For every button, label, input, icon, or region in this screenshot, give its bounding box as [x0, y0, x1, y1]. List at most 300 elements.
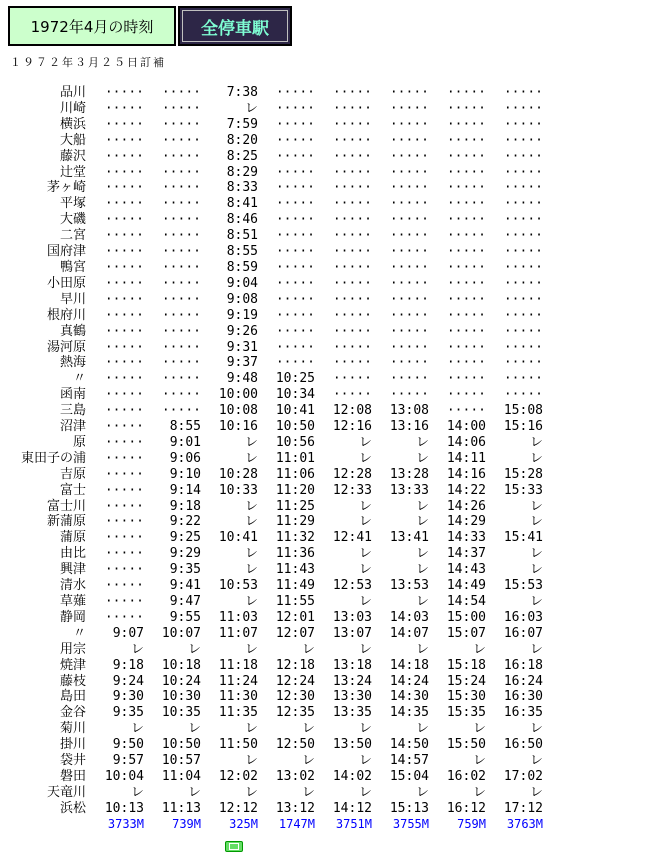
station-name: 草薙 — [59, 594, 86, 609]
train-number[interactable]: 325M — [229, 816, 258, 831]
timetable-title — [8, 6, 176, 46]
time-cell: ····· — [161, 212, 201, 228]
time-cell: 16:30 — [503, 689, 543, 705]
time-cell: ····· — [161, 164, 201, 180]
time-cell: ····· — [446, 403, 486, 419]
table-row — [0, 228, 544, 244]
time-cell: ····· — [275, 244, 315, 260]
station-name: 富士川 — [46, 498, 86, 514]
time-cell: ····· — [275, 85, 315, 100]
time-cell: 14:12 — [332, 800, 372, 816]
train-number[interactable]: 3733M — [107, 816, 144, 831]
table-row — [0, 594, 544, 610]
time-cell: 9:57 — [112, 753, 144, 769]
time-cell: ····· — [104, 148, 144, 164]
time-cell: ····· — [503, 259, 543, 275]
time-cell: 14:57 — [389, 753, 429, 769]
time-cell: ····· — [389, 244, 429, 260]
station-name: 平塚 — [59, 196, 86, 212]
time-cell: ····· — [161, 387, 201, 403]
timetable — [0, 85, 544, 833]
time-cell: ····· — [104, 355, 144, 371]
time-cell: ····· — [389, 371, 429, 387]
time-cell: ····· — [104, 578, 144, 594]
time-cell: ····· — [104, 434, 144, 450]
station-name: 茅ヶ崎 — [46, 180, 86, 196]
time-cell: 13:12 — [275, 800, 315, 816]
time-cell: レ — [358, 784, 372, 800]
table-row — [0, 562, 544, 578]
time-cell: レ — [301, 641, 315, 657]
time-cell: ····· — [104, 180, 144, 196]
table-row — [0, 101, 544, 117]
time-cell: ····· — [446, 291, 486, 307]
time-cell: 11:49 — [275, 578, 315, 594]
time-cell: ····· — [446, 212, 486, 228]
time-cell: 10:08 — [218, 403, 258, 419]
time-cell: ····· — [104, 562, 144, 578]
time-cell: 9:07 — [112, 625, 144, 641]
time-cell: レ — [187, 641, 201, 657]
station-name: 由比 — [59, 546, 86, 562]
time-cell: 10:53 — [218, 578, 258, 594]
time-cell: 11:36 — [275, 546, 315, 562]
time-cell: 12:35 — [275, 705, 315, 721]
station-name: 吉原 — [59, 466, 86, 482]
time-cell: 14:33 — [446, 530, 486, 546]
time-cell: 17:02 — [503, 768, 543, 784]
time-cell: ····· — [332, 228, 372, 244]
time-cell: 15:04 — [389, 768, 429, 784]
time-cell: 12:50 — [275, 737, 315, 753]
time-cell: 11:35 — [218, 705, 258, 721]
time-cell: ····· — [503, 85, 543, 100]
time-cell: ····· — [104, 196, 144, 212]
time-cell: レ — [529, 434, 543, 450]
time-cell: 11:55 — [275, 594, 315, 609]
time-cell: ····· — [104, 212, 144, 228]
station-name: 藤沢 — [59, 148, 86, 164]
time-cell: レ — [529, 514, 543, 530]
time-cell: レ — [472, 641, 486, 657]
time-cell: 9:18 — [169, 498, 201, 514]
time-cell: ····· — [161, 180, 201, 196]
time-cell: 14:30 — [389, 689, 429, 705]
time-cell: 11:29 — [275, 514, 315, 530]
time-cell: ····· — [503, 275, 543, 291]
time-cell: ····· — [503, 307, 543, 323]
time-cell: 13:50 — [332, 737, 372, 753]
time-cell: 8:29 — [226, 164, 258, 180]
table-row — [0, 721, 544, 737]
time-cell: レ — [472, 753, 486, 769]
time-cell: レ — [415, 434, 429, 450]
time-cell: 9:41 — [169, 578, 201, 594]
time-cell: 13:41 — [389, 530, 429, 546]
station-name: 沼津 — [59, 419, 86, 435]
time-cell: 9:08 — [226, 291, 258, 307]
time-cell: レ — [244, 434, 258, 450]
time-cell: 10:57 — [161, 753, 201, 769]
station-name: 熱海 — [59, 355, 86, 371]
time-cell: ····· — [104, 164, 144, 180]
table-row — [0, 196, 544, 212]
station-name: 〃 — [72, 625, 86, 641]
time-cell: 15:07 — [446, 625, 486, 641]
time-cell: 10:56 — [275, 434, 315, 450]
station-name: 〃 — [72, 371, 86, 387]
time-cell: 14:29 — [446, 514, 486, 530]
time-cell: ····· — [161, 371, 201, 387]
time-cell: ····· — [104, 419, 144, 435]
time-cell: 10:35 — [161, 705, 201, 721]
time-cell: 9:35 — [112, 705, 144, 721]
station-name: 新蒲原 — [46, 514, 86, 530]
time-cell: レ — [415, 546, 429, 562]
time-cell: レ — [244, 784, 258, 800]
time-cell: ····· — [161, 323, 201, 339]
time-cell: ····· — [161, 116, 201, 132]
station-name: 金谷 — [59, 705, 86, 721]
time-cell: 12:02 — [218, 768, 258, 784]
time-cell: ····· — [332, 355, 372, 371]
table-row — [0, 292, 544, 308]
time-cell: ····· — [161, 85, 201, 100]
time-cell: ····· — [104, 371, 144, 387]
time-cell: ····· — [446, 323, 486, 339]
time-cell: ····· — [275, 275, 315, 291]
time-cell: ····· — [275, 307, 315, 323]
time-cell: レ — [130, 784, 144, 800]
time-cell: 12:08 — [332, 403, 372, 419]
time-cell: ····· — [332, 196, 372, 212]
time-cell: ····· — [275, 148, 315, 164]
time-cell: 13:35 — [332, 705, 372, 721]
time-cell: レ — [187, 784, 201, 800]
station-name: 蒲原 — [59, 530, 86, 546]
time-cell: 13:53 — [389, 578, 429, 594]
timetable-title-label: 1972年4月の時刻 — [30, 17, 154, 36]
time-cell: ····· — [332, 116, 372, 132]
time-cell: ····· — [446, 180, 486, 196]
time-cell: ····· — [503, 180, 543, 196]
time-cell: ····· — [503, 148, 543, 164]
table-row — [0, 387, 544, 403]
time-cell: 14:37 — [446, 546, 486, 562]
time-cell: ····· — [389, 259, 429, 275]
time-cell: 14:18 — [389, 657, 429, 673]
time-cell: 16:03 — [503, 609, 543, 625]
table-row — [0, 85, 544, 101]
time-cell: ····· — [161, 196, 201, 212]
table-row — [0, 324, 544, 340]
time-cell: 16:18 — [503, 657, 543, 673]
table-row — [0, 371, 544, 387]
time-cell: ····· — [503, 387, 543, 403]
time-cell: レ — [244, 450, 258, 466]
time-cell: 10:50 — [275, 419, 315, 435]
time-cell: レ — [415, 514, 429, 530]
time-cell: レ — [358, 562, 372, 578]
table-row — [0, 165, 544, 181]
green-car-icon — [225, 841, 243, 852]
time-cell: 12:28 — [332, 466, 372, 482]
time-cell: ····· — [389, 339, 429, 355]
time-cell: 13:07 — [332, 625, 372, 641]
time-cell: 12:12 — [218, 800, 258, 816]
time-cell: 14:00 — [446, 419, 486, 435]
time-cell: 13:28 — [389, 466, 429, 482]
time-cell: 15:13 — [389, 800, 429, 816]
table-row — [0, 753, 544, 769]
time-cell: 12:53 — [332, 578, 372, 594]
time-cell: レ — [301, 721, 315, 737]
time-cell: レ — [529, 546, 543, 562]
time-cell: 15:24 — [446, 673, 486, 689]
time-cell: 11:06 — [275, 466, 315, 482]
station-name: 根府川 — [46, 307, 86, 323]
time-cell: 14:49 — [446, 578, 486, 594]
time-cell: ····· — [161, 355, 201, 371]
station-name: 用宗 — [59, 641, 86, 657]
time-cell: 9:35 — [169, 562, 201, 578]
time-cell: 10:18 — [161, 657, 201, 673]
time-cell: ····· — [332, 323, 372, 339]
train-number-spacer — [0, 817, 86, 833]
station-name: 静岡 — [59, 609, 86, 625]
time-cell: 11:07 — [218, 625, 258, 641]
time-cell: ····· — [446, 100, 486, 116]
time-cell: 14:54 — [446, 594, 486, 609]
time-cell: ····· — [389, 323, 429, 339]
table-row — [0, 212, 544, 228]
train-number[interactable]: 3763M — [506, 816, 543, 831]
time-cell: レ — [472, 784, 486, 800]
time-cell: 8:25 — [226, 148, 258, 164]
time-cell: レ — [358, 498, 372, 514]
time-cell: 12:24 — [275, 673, 315, 689]
time-cell: ····· — [332, 275, 372, 291]
time-cell: 10:30 — [161, 689, 201, 705]
stop-type-label: 全停車駅 — [201, 18, 269, 39]
time-cell: ····· — [332, 339, 372, 355]
time-cell: 11:30 — [218, 689, 258, 705]
time-cell: 11:43 — [275, 562, 315, 578]
station-name: 函南 — [59, 387, 86, 403]
time-cell: ····· — [161, 259, 201, 275]
time-cell: 14:26 — [446, 498, 486, 514]
time-cell: 9:06 — [169, 450, 201, 466]
time-cell: ····· — [104, 546, 144, 562]
time-cell: 13:30 — [332, 689, 372, 705]
time-cell: ····· — [446, 116, 486, 132]
time-cell: ····· — [332, 307, 372, 323]
time-cell: レ — [244, 562, 258, 578]
table-row — [0, 260, 544, 276]
time-cell: ····· — [275, 259, 315, 275]
time-cell: 15:53 — [503, 578, 543, 594]
time-cell: ····· — [446, 132, 486, 148]
time-cell: ····· — [389, 275, 429, 291]
time-cell: 10:13 — [104, 800, 144, 816]
time-cell: 9:31 — [226, 339, 258, 355]
time-cell: レ — [301, 784, 315, 800]
time-cell: ····· — [446, 164, 486, 180]
time-cell: ····· — [389, 196, 429, 212]
time-cell: レ — [244, 721, 258, 737]
time-cell: 13:02 — [275, 768, 315, 784]
time-cell: 9:25 — [169, 530, 201, 546]
time-cell: 9:48 — [226, 371, 258, 387]
time-cell: ····· — [161, 307, 201, 323]
stop-type-tab[interactable] — [178, 6, 292, 46]
time-cell: ····· — [104, 466, 144, 482]
time-cell: ····· — [161, 132, 201, 148]
station-name: 二宮 — [59, 228, 86, 244]
time-cell: 14:35 — [389, 705, 429, 721]
time-cell: ····· — [446, 85, 486, 100]
train-number-row — [0, 817, 544, 833]
table-row — [0, 530, 544, 546]
station-name: 袋井 — [59, 753, 86, 769]
time-cell: レ — [358, 450, 372, 466]
time-cell: ····· — [503, 228, 543, 244]
time-cell: 15:50 — [446, 737, 486, 753]
time-cell: 14:11 — [446, 450, 486, 466]
time-cell: レ — [244, 594, 258, 609]
time-cell: ····· — [503, 100, 543, 116]
time-cell: レ — [244, 100, 258, 116]
table-row — [0, 674, 544, 690]
time-cell: レ — [358, 434, 372, 450]
time-cell: 14:22 — [446, 482, 486, 498]
time-cell: 8:55 — [169, 419, 201, 435]
revision-date: １９７２年３月２５日訂補 — [10, 56, 166, 69]
time-cell: レ — [415, 562, 429, 578]
time-cell: 14:03 — [389, 609, 429, 625]
time-cell: レ — [187, 721, 201, 737]
table-row — [0, 467, 544, 483]
station-name: 川崎 — [59, 100, 86, 116]
time-cell: ····· — [446, 196, 486, 212]
time-cell: レ — [529, 721, 543, 737]
station-name: 辻堂 — [59, 164, 86, 180]
time-cell: 16:02 — [446, 768, 486, 784]
train-number[interactable]: 759M — [457, 816, 486, 831]
time-cell: レ — [130, 641, 144, 657]
time-cell: レ — [244, 546, 258, 562]
table-row — [0, 244, 544, 260]
time-cell: ····· — [104, 403, 144, 419]
time-cell: 16:12 — [446, 800, 486, 816]
time-cell: 9:22 — [169, 514, 201, 530]
time-cell: 9:19 — [226, 307, 258, 323]
time-cell: 7:59 — [226, 116, 258, 132]
train-number[interactable]: 3755M — [392, 816, 429, 831]
time-cell: ····· — [161, 228, 201, 244]
time-cell: ····· — [389, 291, 429, 307]
table-row — [0, 610, 544, 626]
time-cell: ····· — [446, 228, 486, 244]
time-cell: レ — [529, 784, 543, 800]
time-cell: ····· — [104, 116, 144, 132]
train-number[interactable]: 739M — [172, 816, 201, 831]
station-name: 清水 — [59, 578, 86, 594]
time-cell: ····· — [161, 291, 201, 307]
time-cell: 12:07 — [275, 625, 315, 641]
station-name: 焼津 — [59, 657, 86, 673]
station-name: 島田 — [59, 689, 86, 705]
time-cell: 10:16 — [218, 419, 258, 435]
time-cell: ····· — [503, 371, 543, 387]
time-cell: レ — [529, 753, 543, 769]
time-cell: ····· — [503, 116, 543, 132]
time-cell: 14:50 — [389, 737, 429, 753]
time-cell: 15:30 — [446, 689, 486, 705]
time-cell: 9:55 — [169, 609, 201, 625]
time-cell: ····· — [389, 212, 429, 228]
time-cell: ····· — [104, 514, 144, 530]
time-cell: レ — [472, 721, 486, 737]
time-cell: ····· — [503, 164, 543, 180]
time-cell: レ — [529, 641, 543, 657]
table-row — [0, 689, 544, 705]
time-cell: 10:41 — [275, 403, 315, 419]
time-cell: 10:34 — [275, 387, 315, 403]
table-row — [0, 403, 544, 419]
time-cell: 12:33 — [332, 482, 372, 498]
time-cell: ····· — [332, 387, 372, 403]
train-number[interactable]: 1747M — [278, 816, 315, 831]
station-name: 天竜川 — [46, 784, 86, 800]
time-cell: 9:24 — [112, 673, 144, 689]
time-cell: 11:18 — [218, 657, 258, 673]
table-row — [0, 705, 544, 721]
time-cell: ····· — [104, 323, 144, 339]
time-cell: ····· — [503, 355, 543, 371]
table-row — [0, 117, 544, 133]
table-row — [0, 451, 544, 467]
time-cell: レ — [529, 450, 543, 466]
time-cell: ····· — [104, 594, 144, 609]
time-cell: 10:04 — [104, 768, 144, 784]
station-name: 品川 — [59, 85, 86, 100]
time-cell: 12:41 — [332, 530, 372, 546]
time-cell: ····· — [104, 259, 144, 275]
time-cell: ····· — [446, 339, 486, 355]
time-cell: ····· — [332, 148, 372, 164]
time-cell: 9:30 — [112, 689, 144, 705]
time-cell: 10:33 — [218, 482, 258, 498]
time-cell: ····· — [275, 355, 315, 371]
table-row — [0, 546, 544, 562]
time-cell: 15:33 — [503, 482, 543, 498]
time-cell: ····· — [332, 100, 372, 116]
time-cell: ····· — [275, 228, 315, 244]
time-cell: レ — [301, 753, 315, 769]
train-number[interactable]: 3751M — [335, 816, 372, 831]
time-cell: ····· — [161, 244, 201, 260]
time-cell: ····· — [446, 307, 486, 323]
station-name: 原 — [72, 434, 86, 450]
time-cell: ····· — [503, 291, 543, 307]
time-cell: 11:04 — [161, 768, 201, 784]
time-cell: ····· — [104, 450, 144, 466]
table-row — [0, 737, 544, 753]
time-cell: 11:32 — [275, 530, 315, 546]
time-cell: 11:50 — [218, 737, 258, 753]
time-cell: レ — [130, 721, 144, 737]
